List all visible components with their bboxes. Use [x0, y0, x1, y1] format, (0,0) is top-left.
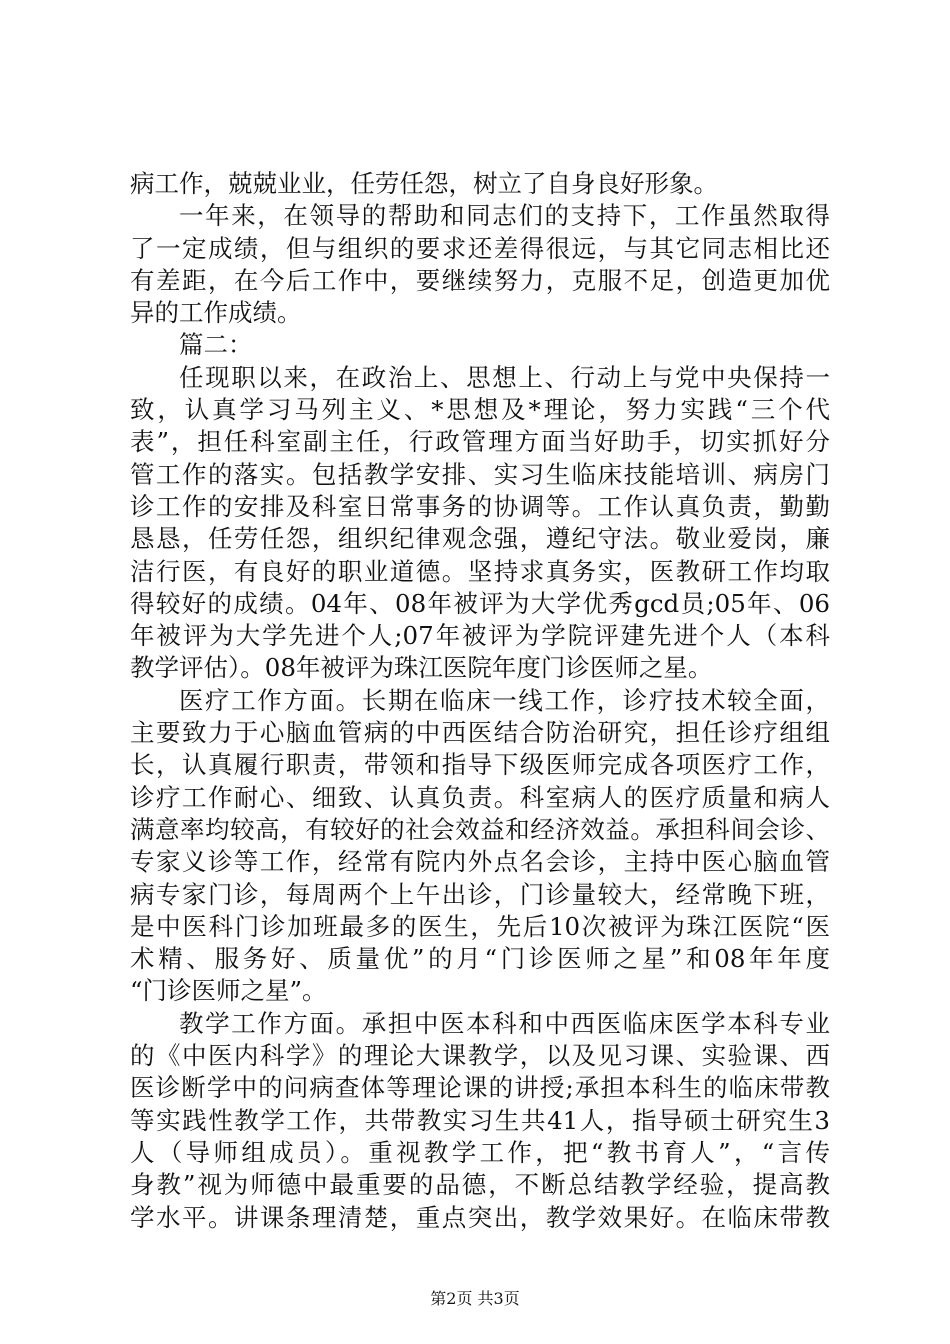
text-line: 诊工作的安排及科室日常事务的协调等。工作认真负责，勤勤 [130, 491, 830, 521]
text-line: 术精、服务好、质量优”的月“门诊医师之星”和08年年度 [130, 944, 830, 974]
text-line: 医诊断学中的问病查体等理论课的讲授;承担本科生的临床带教 [130, 1073, 830, 1103]
document-body [130, 168, 830, 1234]
text-line: 得较好的成绩。04年、08年被评为大学优秀gcd员;05年、06 [130, 588, 830, 618]
text-line: 人（导师组成员）。重视教学工作，把“教书育人”，“言传 [130, 1137, 830, 1167]
text-line: 管工作的落实。包括教学安排、实习生临床技能培训、病房门 [130, 459, 830, 489]
text-line: 年被评为大学先进个人;07年被评为学院评建先进个人（本科 [130, 621, 830, 651]
text-line: 任现职以来，在政治上、思想上、行动上与党中央保持一 [179, 362, 830, 392]
page-number-footer: 第2页 共3页 [430, 1289, 520, 1308]
text-line: 恳恳，任劳任怨，组织纪律观念强，遵纪守法。敬业爱岗，廉 [130, 524, 830, 554]
text-line: 洁行医，有良好的职业道德。坚持求真务实，医教研工作均取 [130, 556, 830, 586]
text-line: 医疗工作方面。长期在临床一线工作，诊疗技术较全面， [179, 685, 830, 715]
text-line: 表”，担任科室副主任，行政管理方面当好助手，切实抓好分 [130, 427, 830, 457]
text-line: 等实践性教学工作，共带教实习生共41人，指导硕士研究生3 [130, 1105, 830, 1135]
text-line: 病工作，兢兢业业，任劳任怨，树立了自身良好形象。 [130, 169, 718, 198]
text-line: 教学评估）。08年被评为珠江医院年度门诊医师之星。 [130, 653, 713, 683]
text-line: 篇二： [179, 330, 253, 360]
text-line: 教学工作方面。承担中医本科和中西医临床医学本科专业 [179, 1008, 830, 1038]
text-line: 病专家门诊，每周两个上午出诊，门诊量较大，经常晚下班， [130, 879, 830, 909]
text-line: 有差距，在今后工作中，要继续努力，克服不足，创造更加优 [130, 265, 830, 295]
text-line: 学水平。讲课条理清楚，重点突出，教学效果好。在临床带教 [130, 1202, 830, 1232]
text-line: 主要致力于心脑血管病的中西医结合防治研究，担任诊疗组组 [130, 718, 830, 748]
text-line: 专家义诊等工作，经常有院内外点名会诊，主持中医心脑血管 [130, 847, 830, 877]
text-line: 长，认真履行职责，带领和指导下级医师完成各项医疗工作， [130, 750, 830, 780]
text-line: 的《中医内科学》的理论大课教学，以及见习课、实验课、西 [130, 1041, 830, 1071]
text-line: 满意率均较高，有较好的社会效益和经济效益。承担科间会诊、 [130, 814, 830, 844]
text-line: 了一定成绩，但与组织的要求还差得很远，与其它同志相比还 [130, 233, 830, 263]
text-line: 一年来，在领导的帮助和同志们的支持下，工作虽然取得 [179, 201, 830, 231]
text-line: “门诊医师之星”。 [130, 976, 327, 1006]
text-line: 是中医科门诊加班最多的医生，先后10次被评为珠江医院“医 [130, 911, 830, 941]
text-line: 异的工作成绩。 [130, 298, 302, 328]
text-line: 诊疗工作耐心、细致、认真负责。科室病人的医疗质量和病人 [130, 782, 830, 812]
text-line: 身教”视为师德中最重要的品德，不断总结教学经验，提高教 [130, 1170, 830, 1200]
text-line: 致，认真学习马列主义、*思想及*理论，努力实践“三个代 [130, 395, 830, 425]
